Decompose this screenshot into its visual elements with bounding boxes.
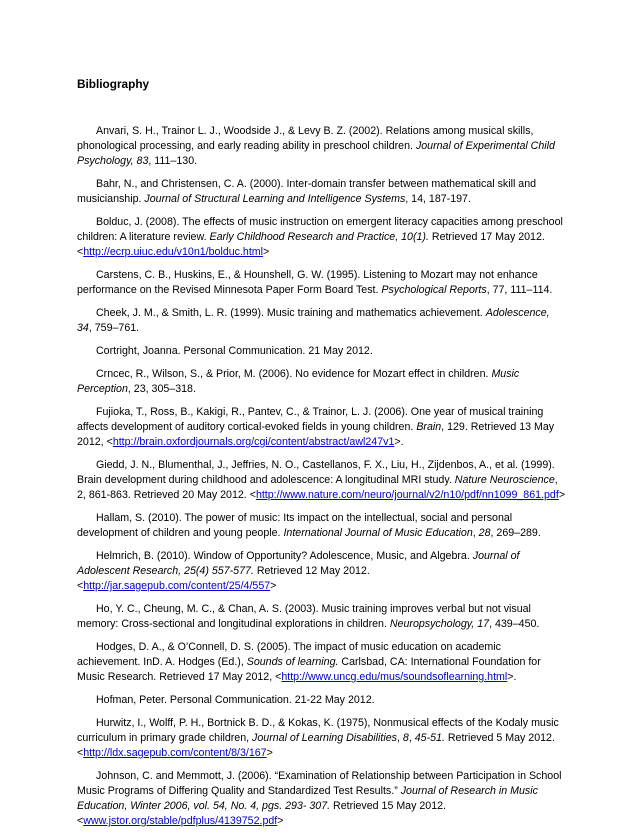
- citation-text: >: [263, 246, 270, 258]
- citation-text: Bahr, N., and Christensen, C. A. (2000). Inter-domain transfer between mathematical skill and musicianship.: [77, 178, 537, 205]
- bibliography-entry: [77, 405, 567, 450]
- citation-text: >: [277, 815, 284, 827]
- citation-link[interactable]: http://www.nature.com/neuro/journal/v2/n10/pdf/nn1099_861.pdf: [255, 489, 559, 501]
- citation-source: Journal of Research in Music Education, Winter 2006, vol. 54, No. 4, pgs. 293- 307.: [77, 785, 538, 812]
- citation-text: , 77, 111–114.: [486, 284, 553, 296]
- citation-text: Giedd, J. N., Blumenthal, J., Jeffries, N. O., Castellanos, F. X., Liu, H., Zijdenbos, A., et al. (1999). Brain development during childhood and adolescence: A longitudinal MRI study.: [77, 459, 555, 486]
- bibliography-entry: [77, 640, 567, 685]
- citation-text: Retrieved 5 May 2012. <: [77, 732, 555, 759]
- bibliography-entry: [77, 769, 567, 829]
- bibliography-entry: [77, 344, 567, 359]
- citation-link[interactable]: http://jar.sagepub.com/content/25/4/557: [83, 580, 271, 592]
- bibliography-entry: [77, 458, 567, 503]
- citation-source: Adolescence, 34: [77, 307, 550, 334]
- citation-source: Brain: [416, 421, 442, 433]
- citation-text: Carstens, C. B., Huskins, E., & Hounshell, G. W. (1995). Listening to Mozart may not enhance performance on the Revised Minnesota Paper Form Board Test.: [77, 269, 538, 296]
- citation-source: Psychological Reports: [381, 284, 487, 296]
- citation-text: , 23, 305–318.: [127, 383, 196, 395]
- citation-source: Journal of Experimental Child Psychology, 83: [77, 140, 555, 167]
- bibliography-entry: [77, 124, 567, 169]
- citation-source: Sounds of learning.: [246, 656, 339, 668]
- citation-link[interactable]: http://brain.oxfordjournals.org/cgi/content/abstract/awl247v1: [112, 436, 395, 448]
- citation-source: International Journal of Music Education: [283, 527, 473, 539]
- citation-text: , 14, 187-197.: [405, 193, 471, 205]
- citation-source: 8: [402, 732, 409, 744]
- citation-text: >: [558, 489, 566, 501]
- citation-link[interactable]: http://ecrp.uiuc.edu/v10n1/bolduc.html: [83, 246, 264, 258]
- citation-source: 28: [478, 527, 491, 539]
- citation-text: Helmrich, B. (2010). Window of Opportunity? Adolescence, Music, and Algebra.: [96, 550, 473, 562]
- citation-text: Crncec, R., Wilson, S., & Prior, M. (2006). No evidence for Mozart effect in children.: [96, 368, 492, 380]
- bibliography-entry: [77, 693, 567, 708]
- citation-text: , 111–130.: [148, 155, 198, 167]
- bibliography-heading: Bibliography: [77, 77, 150, 91]
- citation-text: Retrieved 15 May 2012. <: [77, 800, 447, 827]
- bibliography-entry: [77, 511, 567, 541]
- citation-text: Hodges, D. A., & O’Connell, D. S. (2005). The impact of music education on academic achievement. InD. A. Hodges (Ed.),: [77, 641, 501, 668]
- citation-link[interactable]: http://www.uncg.edu/mus/soundsoflearning.html: [281, 671, 508, 683]
- citation-text: Retrieved 12 May 2012. <: [77, 565, 370, 592]
- citation-text: , 759–761.: [88, 322, 140, 334]
- bibliography-entry: [77, 549, 567, 594]
- citation-text: Carlsbad, CA: International Foundation for Music Research. Retrieved 17 May 2012, <: [77, 656, 541, 683]
- citation-text: , 2, 861-863. Retrieved 20 May 2012. <: [77, 474, 558, 501]
- citation-source: Journal of Learning Disabilities: [252, 732, 397, 744]
- citation-text: >: [270, 580, 277, 592]
- citation-text: >: [266, 747, 273, 759]
- citation-text: Anvari, S. H., Trainor L. J., Woodside J., & Levy B. Z. (2002). Relations among musical skills, phonological processing, and early reading ability in preschool children.: [77, 125, 534, 152]
- bibliography-entry: [77, 367, 567, 397]
- citation-source: Journal of Adolescent Research, 25(4) 557-577.: [77, 550, 520, 577]
- citation-link[interactable]: http://ldx.sagepub.com/content/8/3/167: [83, 747, 267, 759]
- citation-source: Music Perception: [77, 368, 520, 395]
- citation-text: ,: [408, 732, 415, 744]
- bibliography-list: [77, 124, 567, 837]
- citation-text: Fujioka, T., Ross, B., Kakigi, R., Pantev, C., & Trainor, L. J. (2006). One year of musical training affects development of auditory cortical-evoked fields in young children.: [77, 406, 544, 433]
- citation-text: ,: [396, 732, 403, 744]
- citation-source: Nature Neuroscience: [454, 474, 555, 486]
- citation-text: >.: [394, 436, 404, 448]
- citation-text: , 269–289.: [490, 527, 541, 539]
- citation-text: Cheek, J. M., & Smith, L. R. (1999). Music training and mathematics achievement.: [96, 307, 486, 319]
- citation-text: , 129. Retrieved 13 May 2012, <: [77, 421, 555, 448]
- citation-source: Journal of Structural Learning and Intelligence Systems: [144, 193, 406, 205]
- citation-text: Ho, Y. C., Cheung, M. C., & Chan, A. S. (2003). Music training improves verbal but not visual memory: Cross-sectional and longitudinal explorations in children.: [77, 603, 531, 630]
- citation-source: Early Childhood Research and Practice, 10(1).: [209, 231, 429, 243]
- citation-text: ,: [472, 527, 479, 539]
- bibliography-entry: [77, 306, 567, 336]
- bibliography-entry: [77, 177, 567, 207]
- citation-text: Cortright, Joanna. Personal Communication. 21 May 2012.: [96, 345, 373, 357]
- citation-text: , 439–450.: [489, 618, 540, 630]
- citation-text: Johnson, C. and Memmott, J. (2006). “Examination of Relationship between Participation in School Music Programs of Differing Quality and Standardized Test Results.”: [77, 770, 562, 797]
- bibliography-entry: [77, 602, 567, 632]
- citation-source: 45-51.: [414, 732, 445, 744]
- citation-text: Hallam, S. (2010). The power of music: Its impact on the intellectual, social and personal development of children and young people.: [77, 512, 513, 539]
- bibliography-entry: [77, 215, 567, 260]
- citation-link[interactable]: www.jstor.org/stable/pdfplus/4139752.pdf: [83, 815, 278, 827]
- citation-text: >.: [507, 671, 517, 683]
- citation-text: Retrieved 17 May 2012. <: [77, 231, 545, 258]
- citation-text: Bolduc, J. (2008). The effects of music instruction on emergent literacy capacities among preschool children: A literature review.: [77, 216, 563, 243]
- bibliography-entry: [77, 268, 567, 298]
- bibliography-entry: [77, 716, 567, 761]
- citation-text: Hurwitz, I., Wolff, P. H., Bortnick B. D., & Kokas, K. (1975), Nonmusical effects of the Kodaly music curriculum in primary grade children,: [77, 717, 559, 744]
- citation-text: Hofman, Peter. Personal Communication. 21-22 May 2012.: [96, 694, 375, 706]
- citation-source: Neuropsychology, 17: [389, 618, 490, 630]
